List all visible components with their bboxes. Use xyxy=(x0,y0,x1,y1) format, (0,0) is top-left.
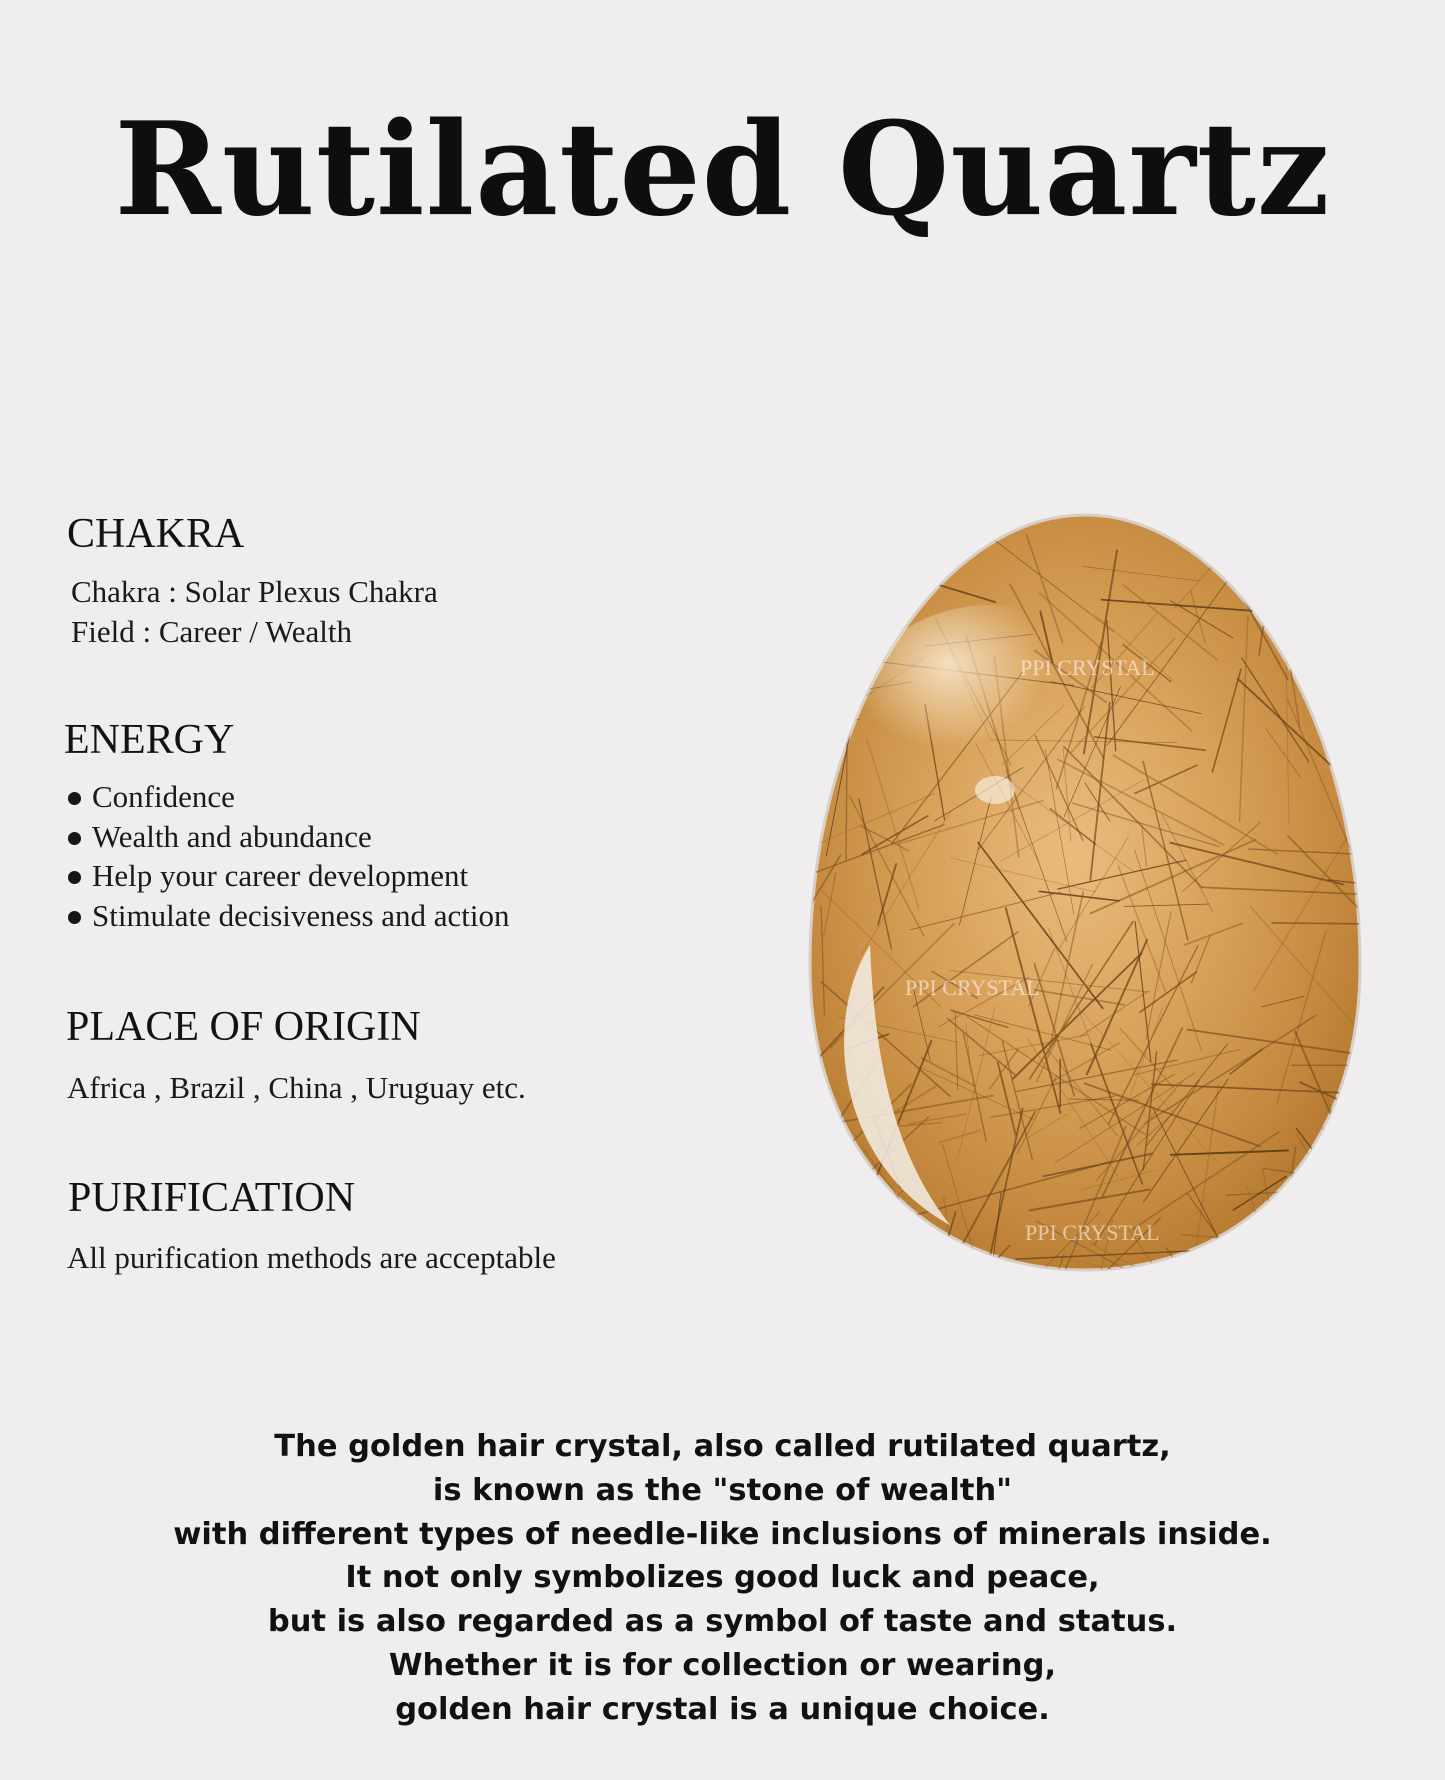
description-line: is known as the "stone of wealth" xyxy=(432,1472,1013,1508)
rutile-needle xyxy=(1321,667,1370,698)
watermark-text: PPI CRYSTAL xyxy=(1020,655,1155,680)
chakra-heading: CHAKRA xyxy=(67,511,245,557)
rutile-needle xyxy=(800,1200,831,1280)
bullet-icon xyxy=(68,792,81,805)
energy-heading: ENERGY xyxy=(64,717,235,763)
energy-item xyxy=(68,777,510,817)
energy-item xyxy=(68,817,510,857)
rutile-needle xyxy=(1281,1209,1360,1280)
description-line: with different types of needle-like inclusions of minerals inside. xyxy=(173,1516,1272,1552)
rutile-needle xyxy=(845,559,873,634)
rutile-needle xyxy=(836,586,879,600)
rutile-needle xyxy=(800,1204,846,1280)
rutile-needle xyxy=(800,624,840,706)
energy-item xyxy=(68,896,510,936)
rutile-needle xyxy=(1165,534,1242,536)
description-line: golden hair crystal is a unique choice. xyxy=(395,1691,1050,1727)
rutile-needle xyxy=(1303,1197,1342,1280)
description-line: The golden hair crystal, also called rutilated quartz, xyxy=(274,1429,1171,1464)
rutile-needle xyxy=(800,688,824,834)
rutile-needle xyxy=(1251,1264,1313,1280)
bullet-icon xyxy=(68,871,81,884)
purification-text: All purification methods are acceptable xyxy=(67,1240,556,1275)
rutile-needle xyxy=(1297,1235,1370,1280)
origin-text: Africa , Brazil , China , Uruguay etc. xyxy=(67,1070,526,1105)
rutile-needle xyxy=(800,1246,881,1256)
watermark-text: PPI CRYSTAL xyxy=(905,975,1040,1000)
chakra-line: Chakra : Solar Plexus Chakra xyxy=(71,574,438,609)
rutile-needle xyxy=(1272,923,1370,924)
rutile-needle xyxy=(1347,553,1370,583)
field-line: Field : Career / Wealth xyxy=(71,614,353,649)
rutile-needle xyxy=(800,1124,826,1189)
page-title: Rutilated Quartz xyxy=(114,95,1331,245)
energy-item-label: Confidence xyxy=(92,779,235,814)
rutile-needle xyxy=(1327,598,1370,703)
rutile-needle xyxy=(1293,619,1370,671)
energy-item-label: Help your career development xyxy=(92,858,469,893)
description-line: It not only symbolizes good luck and peace, xyxy=(345,1560,1100,1596)
purification-heading: PURIFICATION xyxy=(68,1175,356,1221)
rutile-needle xyxy=(1330,1183,1331,1280)
rutile-needle xyxy=(800,556,823,733)
energy-item xyxy=(68,856,510,896)
rutile-needle xyxy=(1322,1128,1370,1138)
energy-item-label: Wealth and abundance xyxy=(92,818,372,854)
bullet-icon xyxy=(68,832,81,845)
rutile-needle xyxy=(820,1206,868,1267)
rutile-needle xyxy=(840,626,898,641)
rutile-needle xyxy=(1308,526,1370,571)
watermark-text: PPI CRYSTAL xyxy=(1025,1220,1160,1245)
energy-list xyxy=(68,777,510,935)
rutile-needle xyxy=(800,1126,828,1280)
description-paragraph xyxy=(0,1425,1445,1732)
rutile-needle xyxy=(803,620,830,765)
origin-heading: PLACE OF ORIGIN xyxy=(66,1004,421,1050)
bullet-icon xyxy=(68,911,81,924)
rutilated-quartz-stone-image xyxy=(800,505,1370,1280)
energy-item-label: Stimulate decisiveness and action xyxy=(92,897,510,933)
description-line: Whether it is for collection or wearing, xyxy=(388,1647,1057,1683)
rutile-needle xyxy=(1322,1138,1344,1191)
rutile-needle xyxy=(800,555,828,742)
description-line: but is also regarded as a symbol of taste and status. xyxy=(267,1604,1178,1640)
rutile-needle xyxy=(1341,675,1370,819)
